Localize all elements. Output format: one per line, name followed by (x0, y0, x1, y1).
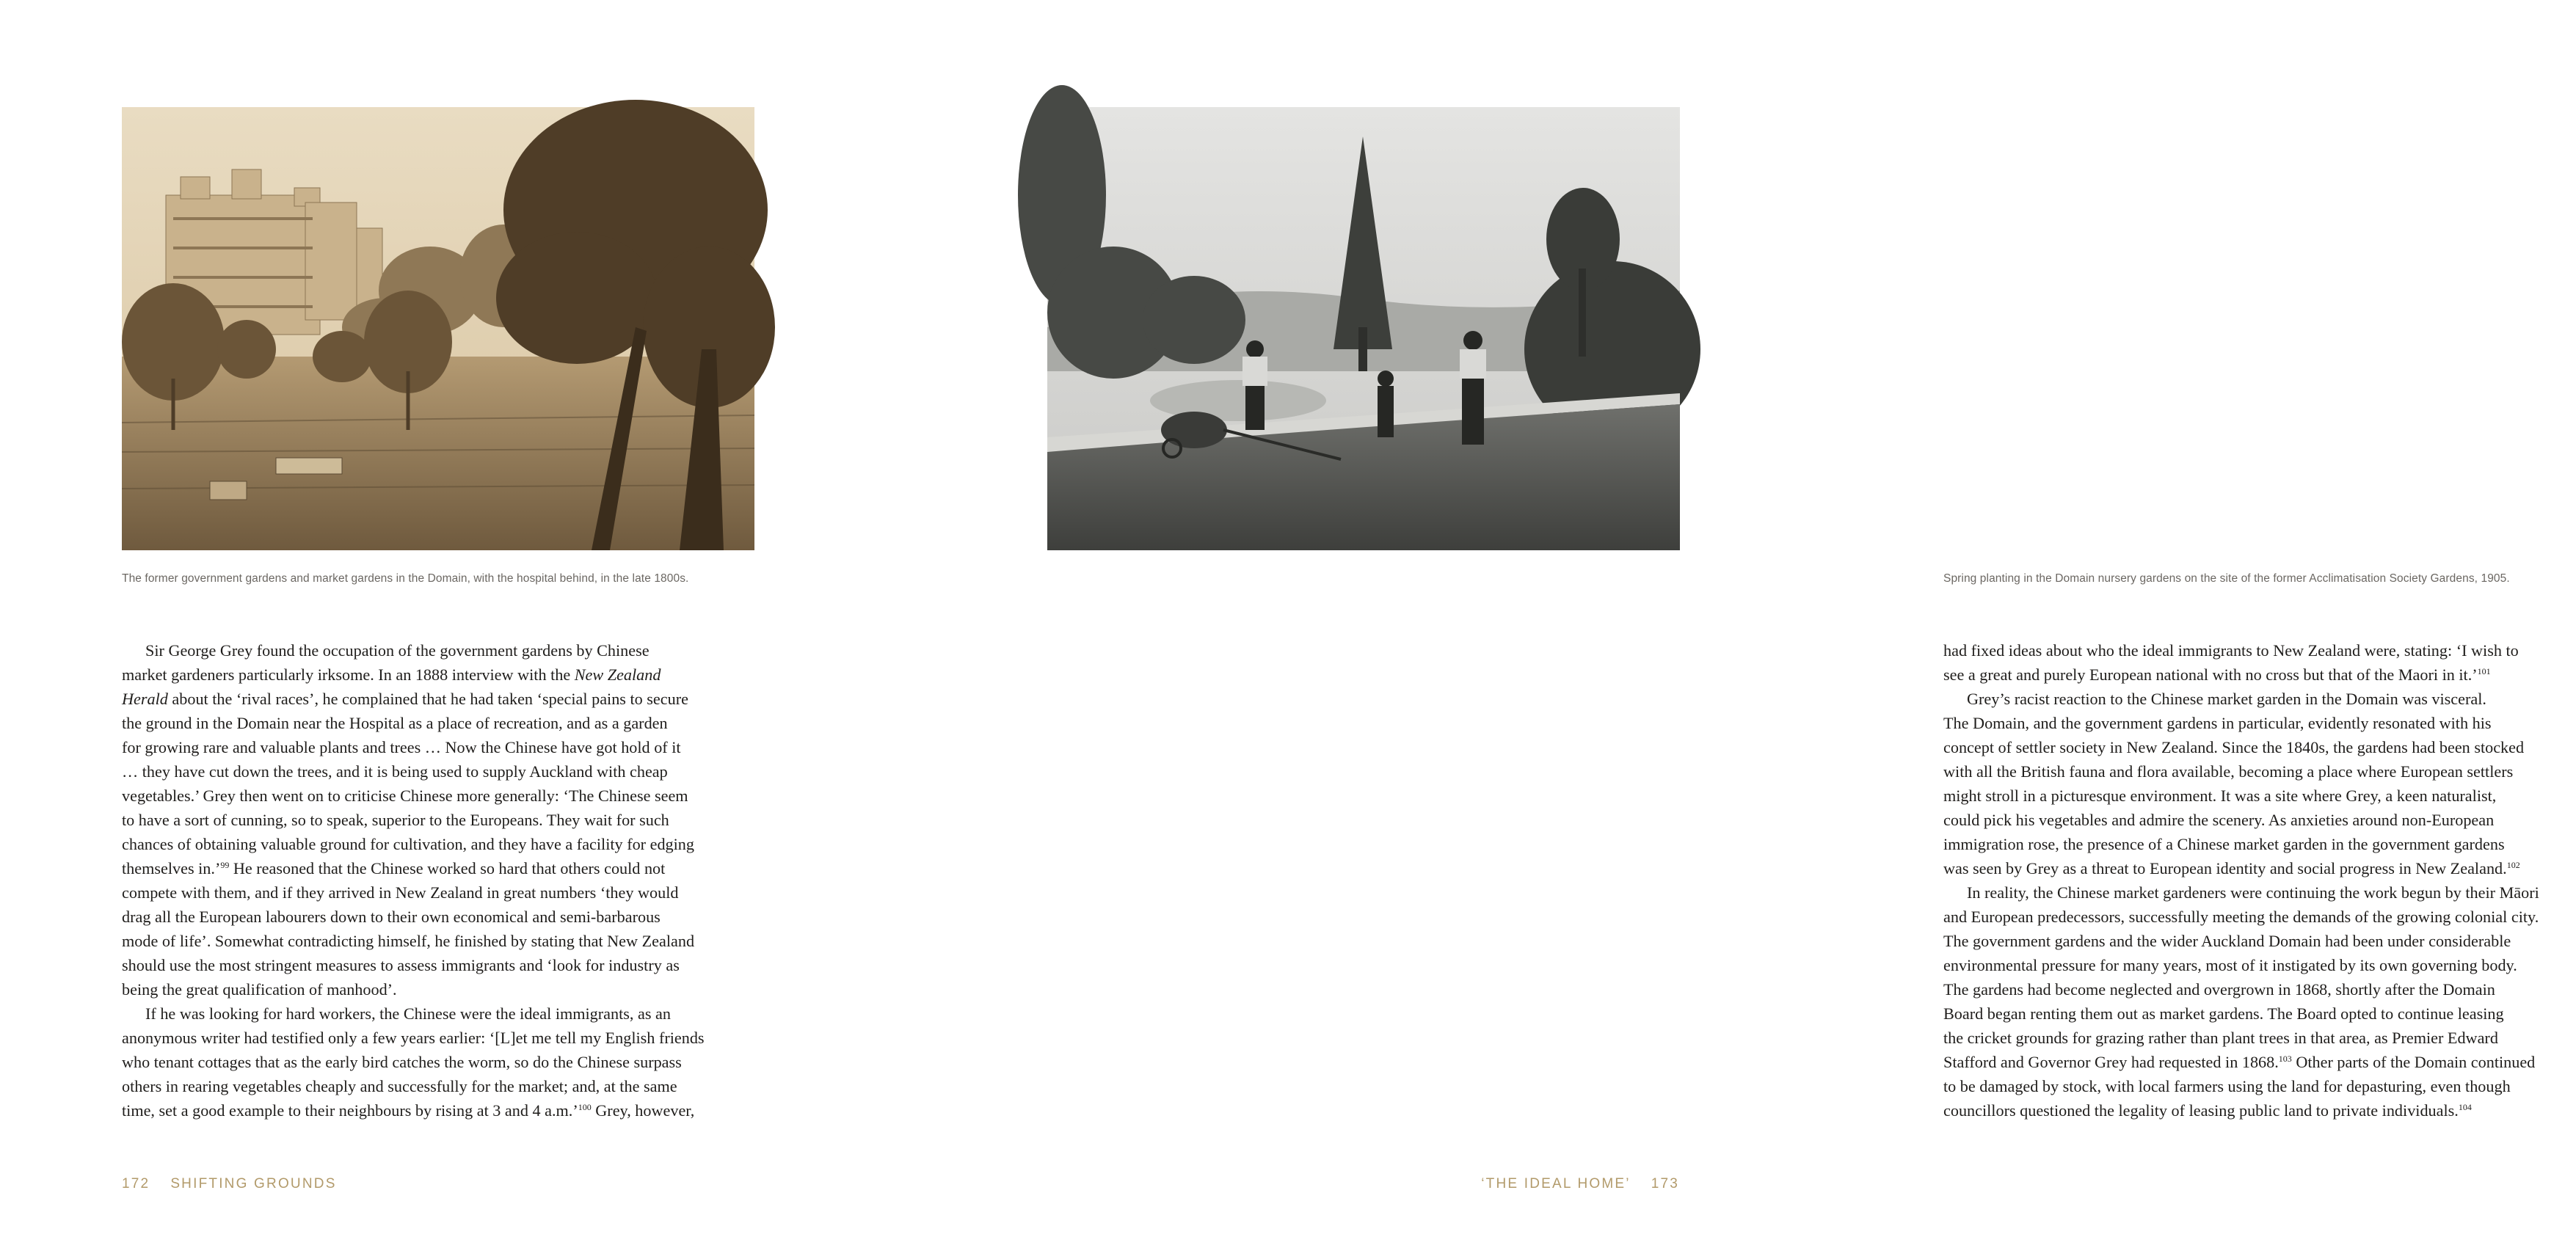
text-line (1943, 929, 2576, 953)
footnote-ref: 104 (2458, 1102, 2472, 1112)
text-line (1943, 905, 2576, 929)
text-run: The Domain, and the government gardens in particular, evidently resonated with his (1943, 714, 2492, 732)
text-line (1943, 735, 2576, 759)
text-run: for growing rare and valuable plants and trees … Now the Chinese have got hold of it (122, 738, 681, 756)
text-line (122, 977, 754, 1001)
text-run: He reasoned that the Chinese worked so hard that others could not (229, 859, 666, 877)
footnote-ref: 102 (2506, 860, 2520, 870)
text-line (1943, 832, 2576, 856)
text-line (122, 784, 754, 808)
footnote-ref: 101 (2477, 666, 2491, 676)
running-title-left: SHIFTING GROUNDS (170, 1176, 337, 1192)
text-run: about the ‘rival races’, he complained that he had taken ‘special pains to secure (167, 690, 688, 708)
text-run: with all the British fauna and flora available, becoming a place where European settlers (1943, 762, 2514, 781)
text-run: environmental pressure for many years, most of it instigated by its own governing body. (1943, 956, 2517, 974)
text-line (122, 663, 754, 687)
photo-caption-left: The former government gardens and market gardens in the Domain, with the hospital behind, in the late 1800s. (122, 572, 689, 585)
text-run: being the great qualification of manhood’. (122, 980, 397, 999)
text-run: chances of obtaining valuable ground for cultivation, and they have a facility for edging (122, 835, 694, 853)
text-line (1943, 808, 2576, 832)
photo-caption-right: Spring planting in the Domain nursery gardens on the site of the former Acclimatisation Society Gardens, 1905. (1943, 572, 2510, 585)
text-run: Stafford and Governor Grey had requested in 1868. (1943, 1053, 2279, 1071)
text-run: market gardeners particularly irksome. In an 1888 interview with the (122, 665, 575, 684)
footnote-ref: 99 (220, 860, 230, 870)
text-line (1943, 1026, 2576, 1050)
bw-photo-image (1047, 107, 1680, 550)
text-line (122, 735, 754, 759)
text-line (122, 711, 754, 735)
left-page (0, 0, 896, 1259)
italic-title: Herald (122, 690, 168, 708)
text-line (122, 1001, 754, 1026)
text-line (1943, 638, 2576, 663)
text-line (122, 1050, 754, 1074)
text-line (122, 687, 754, 711)
text-run: In reality, the Chinese market gardeners were continuing the work begun by their Māori (1967, 883, 2539, 902)
text-line (1943, 663, 2576, 687)
footnote-ref: 103 (2278, 1054, 2292, 1064)
sepia-photo-image (122, 107, 754, 550)
text-line (1943, 1050, 2576, 1074)
text-run: might stroll in a picturesque environment. It was a site where Grey, a keen naturalist, (1943, 787, 2497, 805)
text-line (1943, 880, 2576, 905)
text-run: If he was looking for hard workers, the Chinese were the ideal immigrants, as an (145, 1004, 671, 1023)
text-line (1943, 1001, 2576, 1026)
text-run: immigration rose, the presence of a Chinese market garden in the government gardens (1943, 835, 2505, 853)
text-run: themselves in.’ (122, 859, 221, 877)
running-title-right: ‘THE IDEAL HOME’ (1481, 1176, 1631, 1192)
text-line (122, 1098, 754, 1123)
text-line (1943, 1098, 2576, 1123)
text-run: and European predecessors, successfully meeting the demands of the growing colonial city. (1943, 908, 2539, 926)
text-line (122, 905, 754, 929)
text-run: anonymous writer had testified only a few years earlier: ‘[L]et me tell my English friends (122, 1029, 705, 1047)
text-run: the cricket grounds for grazing rather than plant trees in that area, as Premier Edward (1943, 1029, 2498, 1047)
text-run: mode of life’. Somewhat contradicting himself, he finished by stating that New Zealand (122, 932, 695, 950)
body-text-left (122, 638, 754, 1123)
text-run: to have a sort of cunning, so to speak, superior to the Europeans. They wait for such (122, 811, 669, 829)
text-run: had fixed ideas about who the ideal immigrants to New Zealand were, stating: ‘I wish to (1943, 641, 2519, 660)
text-run: drag all the European labourers down to their own economical and semi-barbarous (122, 908, 661, 926)
page-number-right: 173 (1651, 1176, 1679, 1192)
text-run: concept of settler society in New Zealand. Since the 1840s, the gardens had been stocked (1943, 738, 2525, 756)
text-run: The government gardens and the wider Auckland Domain had been under considerable (1943, 932, 2511, 950)
italic-title: New Zealand (574, 665, 661, 684)
text-run: The gardens had become neglected and overgrown in 1868, shortly after the Domain (1943, 980, 2495, 999)
text-line (1943, 977, 2576, 1001)
text-line (1943, 711, 2576, 735)
page-number-left: 172 (122, 1176, 150, 1192)
text-line (1943, 759, 2576, 784)
text-line (122, 929, 754, 953)
text-line (1943, 953, 2576, 977)
text-run: Grey, however, (591, 1101, 695, 1120)
text-line (122, 759, 754, 784)
footer-folio-left (122, 1176, 337, 1192)
text-line (122, 856, 754, 880)
text-run: the ground in the Domain near the Hospital as a place of recreation, and as a garden (122, 714, 668, 732)
text-run: Other parts of the Domain continued (2291, 1053, 2536, 1071)
footnote-ref: 100 (578, 1102, 592, 1112)
text-run: councillors questioned the legality of leasing public land to private individuals. (1943, 1101, 2459, 1120)
text-run: see a great and purely European national with no cross but that of the Maori in it.’ (1943, 665, 2478, 684)
text-run: time, set a good example to their neighbours by rising at 3 and 4 a.m.’ (122, 1101, 578, 1120)
text-run: compete with them, and if they arrived in New Zealand in great numbers ‘they would (122, 883, 679, 902)
photo-spring-planting (1047, 107, 1680, 550)
text-run: others in rearing vegetables cheaply and successfully for the market; and, at the same (122, 1077, 677, 1095)
text-line (1943, 1074, 2576, 1098)
text-line (1943, 687, 2576, 711)
text-run: who tenant cottages that as the early bird catches the worm, so do the Chinese surpass (122, 1053, 682, 1071)
text-run: Board began renting them out as market gardens. The Board opted to continue leasing (1943, 1004, 2504, 1023)
photo-government-gardens (122, 107, 754, 550)
text-run: to be damaged by stock, with local farmers using the land for depasturing, even though (1943, 1077, 2511, 1095)
footer-folio-right (1481, 1176, 1679, 1192)
text-run: Sir George Grey found the occupation of the government gardens by Chinese (145, 641, 650, 660)
text-line (122, 880, 754, 905)
text-line (122, 953, 754, 977)
text-line (122, 832, 754, 856)
text-run: Grey’s racist reaction to the Chinese market garden in the Domain was visceral. (1967, 690, 2486, 708)
text-line (1943, 784, 2576, 808)
text-line (122, 1074, 754, 1098)
text-run: vegetables.’ Grey then went on to criticise Chinese more generally: ‘The Chinese seem (122, 787, 688, 805)
body-text-right (1943, 638, 2576, 1123)
text-line (1943, 856, 2576, 880)
text-line (122, 808, 754, 832)
text-run: should use the most stringent measures to assess immigrants and ‘look for industry as (122, 956, 680, 974)
text-run: could pick his vegetables and admire the scenery. As anxieties around non-European (1943, 811, 2495, 829)
text-line (122, 638, 754, 663)
text-run: was seen by Grey as a threat to European identity and social progress in New Zealand. (1943, 859, 2507, 877)
text-run: … they have cut down the trees, and it is being used to supply Auckland with cheap (122, 762, 668, 781)
text-line (122, 1026, 754, 1050)
right-page (896, 0, 2539, 1259)
